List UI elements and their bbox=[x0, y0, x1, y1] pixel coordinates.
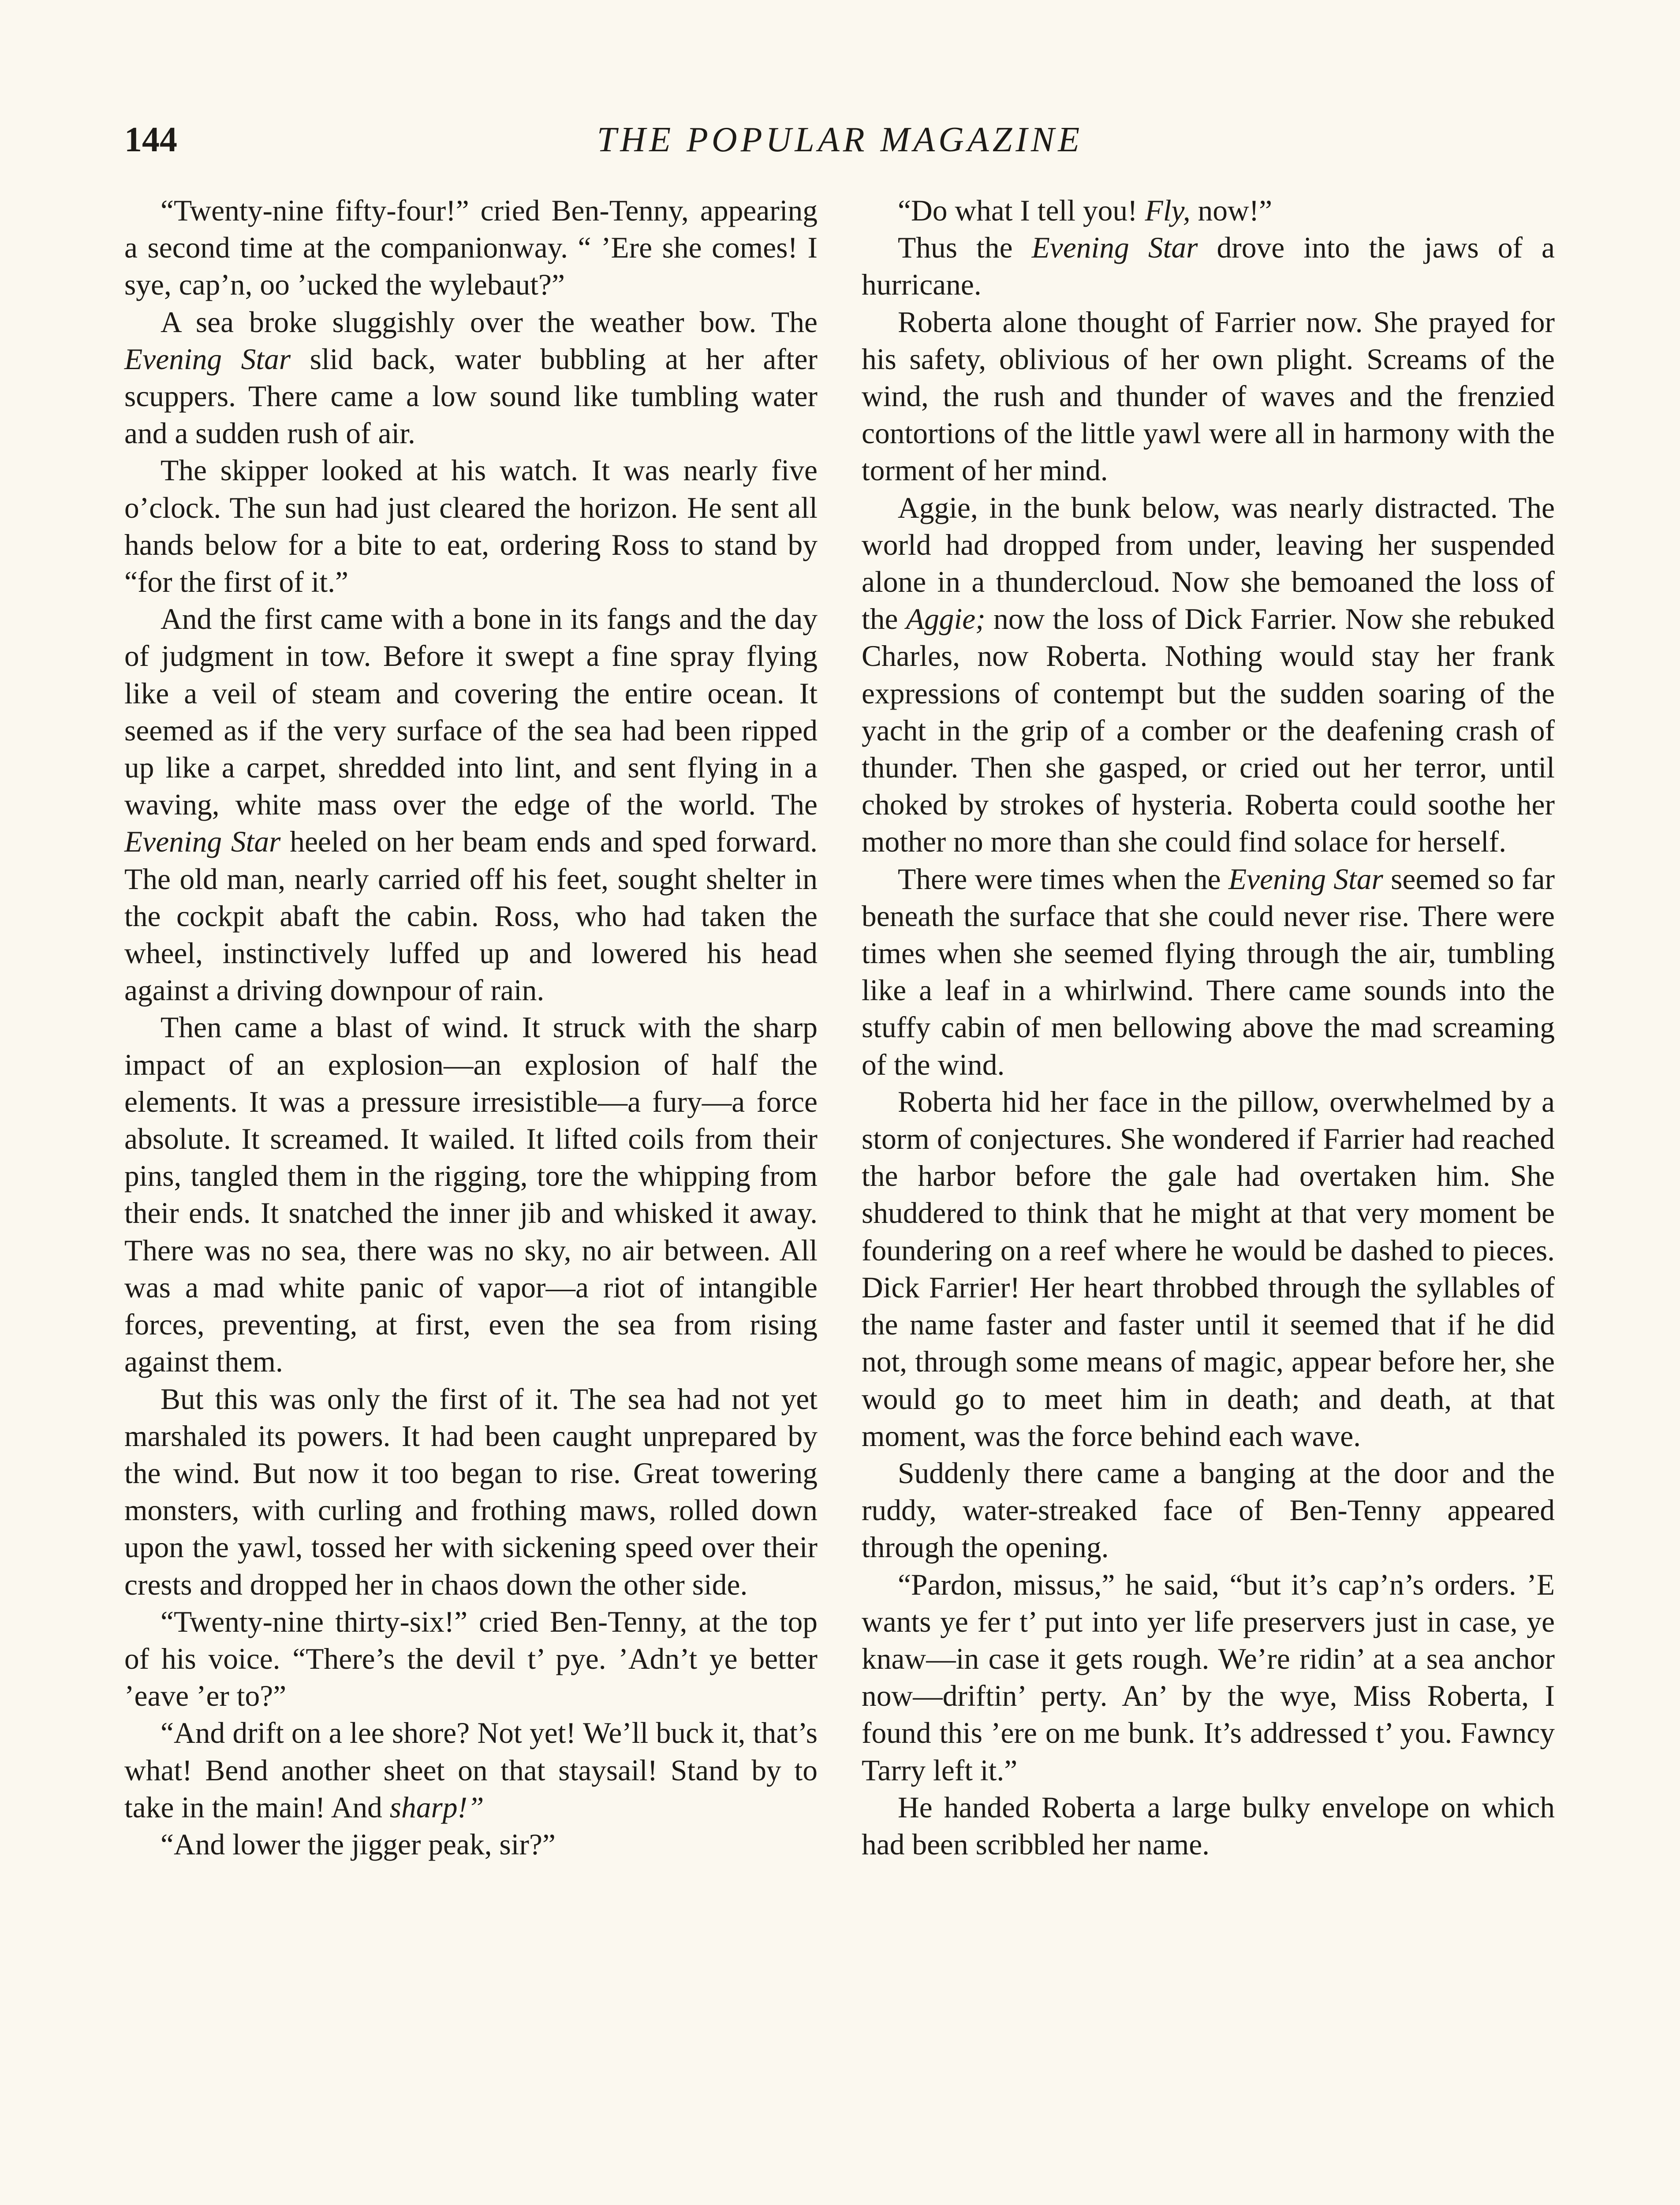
emphasis: Fly, bbox=[1145, 194, 1191, 227]
paragraph: Thus the Evening Star drove into the jaws of a hurricane. bbox=[862, 231, 1555, 302]
paragraph: “And drift on a lee shore? Not yet! We’ll buck it, that’s what! Bend another sheet on that staysail! Stand by to take in the main! And sharp!” bbox=[124, 1716, 818, 1824]
paragraph: Roberta hid her face in the pillow, overwhelmed by a storm of conjectures. She wondered if Farrier had reached the harbor before the gale had overtaken him. She shuddered to think that he might at that very moment be foundering on a reef where he would be dashed to pieces. Dick Farrier! Her heart throbbed through the syllables of the name faster and faster until it seemed that if he did not, through some means of magic, appear before her, she would go to meet him in death; and death, at that moment, was the force behind each wave. bbox=[862, 1085, 1555, 1453]
ship-name: Evening Star bbox=[124, 342, 291, 376]
paragraph: Suddenly there came a banging at the door and the ruddy, water-streaked face of Ben-Tenny appeared through the opening. bbox=[862, 1456, 1555, 1564]
ship-name: Evening Star bbox=[1031, 231, 1198, 265]
paragraph: “Twenty-nine fifty-four!” cried Ben-Tenny, appearing a second time at the companionway. “ ’Ere she comes! I sye, cap’n, oo ’ucked the wylebaut?” bbox=[124, 194, 818, 302]
paragraph: “Do what I tell you! Fly, now!” bbox=[898, 194, 1273, 227]
left-column bbox=[124, 192, 818, 1863]
paragraph: Then came a blast of wind. It struck with the sharp impact of an explosion—an explosion of half the elements. It was a pressure irresistible—a fury—a force absolute. It screamed. It wailed. It lifted coils from their pins, tangled them in the rigging, tore the whipping from their ends. It snatched the inner jib and whisked it away. There was no sea, there was no sky, no air between. All was a mad white panic of vapor—a riot of intangible forces, preventing, at first, even the sea from rising against them. bbox=[124, 1011, 818, 1379]
paragraph: There were times when the Evening Star seemed so far beneath the surface that she could never rise. There were times when she seemed flying through the air, tumbling like a leaf in a whirlwind. There came sounds into the stuffy cabin of men bellowing above the mad screaming of the wind. bbox=[862, 862, 1555, 1081]
running-title: THE POPULAR MAGAZINE bbox=[597, 120, 1083, 159]
paragraph: And the first came with a bone in its fangs and the day of judgment in tow. Before it swept a fine spray flying like a veil of steam and covering the entire ocean. It seemed as if the very surface of the sea had been ripped up like a carpet, shredded into lint, and sent flying in a waving, white mass over the edge of the world. The Evening Star heeled on her beam ends and sped forward. The old man, nearly carried off his feet, sought shelter in the cockpit abaft the cabin. Ross, who had taken the wheel, instinctively luffed up and lowered his head against a driving downpour of rain. bbox=[124, 602, 818, 1007]
ship-name: Evening Star bbox=[1228, 862, 1383, 896]
paragraph: “Twenty-nine thirty-six!” cried Ben-Tenny, at the top of his voice. “There’s the devil t’ pye. ’Adn’t ye better ’eave ’er to?” bbox=[124, 1605, 818, 1713]
paragraph: “And lower the jigger peak, sir?” bbox=[161, 1828, 556, 1861]
ship-name: Evening Star bbox=[124, 825, 281, 859]
paragraph: “Pardon, missus,” he said, “but it’s cap’n’s orders. ’E wants ye fer t’ put into yer life preservers just in case, ye knaw—in case it gets rough. We’re ridin’ at a sea anchor now—driftin’ perty. An’ by the wye, Miss Roberta, I found this ’ere on me bunk. It’s addressed t’ you. Fawncy Tarry left it.” bbox=[862, 1568, 1555, 1787]
emphasis: sharp!” bbox=[389, 1790, 484, 1824]
paragraph: The skipper looked at his watch. It was nearly five o’clock. The sun had just cleared the horizon. He sent all hands below for a bite to eat, ordering Ross to stand by “for the first of it.” bbox=[124, 454, 818, 599]
paragraph: Aggie, in the bunk below, was nearly distracted. The world had dropped from under, leaving her suspended alone in a thundercloud. Now she bemoaned the loss of the Aggie; now the loss of Dick Farrier. Now she rebuked Charles, now Roberta. Nothing would stay her frank expressions of contempt but the sudden soaring of the yacht in the grip of a comber or the deafening crash of thunder. Then she gasped, or cried out her terror, until choked by strokes of hysteria. Roberta could soothe her mother no more than she could find solace for herself. bbox=[862, 491, 1555, 859]
page-number: 144 bbox=[124, 120, 177, 159]
ship-name: Aggie; bbox=[906, 602, 986, 636]
right-column bbox=[862, 192, 1555, 1863]
paragraph: Roberta alone thought of Farrier now. She prayed for his safety, oblivious of her own plight. Screams of the wind, the rush and thunder of waves and the frenzied contortions of the little yawl were all in harmony with the torment of her mind. bbox=[862, 305, 1555, 487]
paragraph: A sea broke sluggishly over the weather bow. The Evening Star slid back, water bubbling at her after scuppers. There came a low sound like tumbling water and a sudden rush of air. bbox=[124, 305, 818, 450]
paragraph: He handed Roberta a large bulky envelope on which had been scribbled her name. bbox=[862, 1790, 1555, 1861]
paragraph: But this was only the first of it. The sea had not yet marshaled its powers. It had been caught unprepared by the wind. But now it too began to rise. Great towering monsters, with curling and frothing maws, rolled down upon the yawl, tossed her with sickening speed over their crests and dropped her in chaos down the other side. bbox=[124, 1382, 818, 1601]
page-header bbox=[124, 116, 1556, 164]
